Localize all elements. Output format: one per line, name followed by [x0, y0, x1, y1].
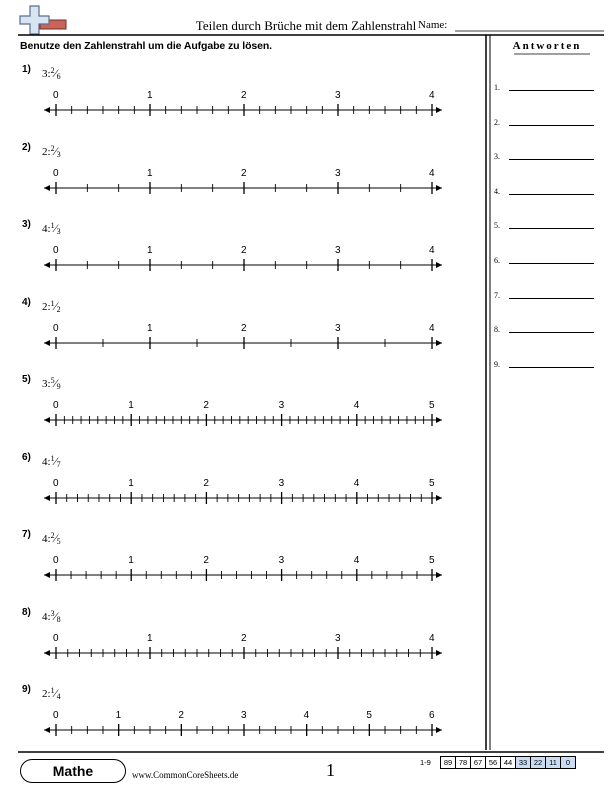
fraction-denominator: 8 — [56, 614, 61, 624]
answer-label: 4. — [494, 186, 500, 196]
fraction-slash: ⁄ — [54, 66, 57, 80]
tick-label: 3 — [278, 477, 285, 489]
tick-label: 1 — [147, 245, 153, 256]
dividend: 3: — [42, 68, 51, 80]
dividend: 4: — [42, 533, 51, 545]
fraction-numerator: 1 — [50, 686, 55, 695]
fraction-slash: ⁄ — [54, 531, 57, 545]
tick-label: 0 — [53, 322, 59, 334]
mathe-logo: Mathe — [20, 759, 126, 783]
problem-number: 8) — [22, 606, 31, 618]
tick-label: 0 — [53, 400, 59, 411]
answer-line[interactable] — [509, 125, 594, 126]
tick-label: 0 — [53, 167, 59, 179]
answer-line[interactable] — [509, 90, 594, 91]
dividend: 4: — [42, 455, 51, 468]
fraction-slash: ⁄ — [54, 453, 57, 468]
score-cell: 44 — [501, 757, 516, 769]
fraction-slash: ⁄ — [54, 221, 57, 235]
answer-label: 3. — [494, 152, 500, 162]
tick-label: 0 — [53, 632, 59, 644]
tick-label: 4 — [429, 90, 435, 101]
tick-label: 2 — [178, 710, 184, 721]
tick-label: 0 — [53, 555, 59, 566]
problem-number: 9) — [22, 684, 31, 695]
tick-label: 1 — [128, 400, 134, 411]
tick-label: 2 — [203, 555, 209, 566]
tick-label: 3 — [278, 555, 285, 566]
dividend: 3: — [42, 378, 51, 390]
score-table — [440, 756, 576, 769]
tick-label: 0 — [53, 245, 59, 256]
problem-number: 1) — [22, 64, 31, 75]
score-cell: 22 — [531, 757, 546, 769]
dividend: 2: — [42, 145, 51, 158]
fraction-numerator: 2 — [50, 66, 55, 75]
tick-label: 3 — [335, 322, 341, 334]
tick-label: 2 — [241, 90, 247, 101]
tick-label: 1 — [147, 167, 153, 179]
answer-label: 5. — [494, 221, 500, 231]
fraction-denominator: 3 — [56, 227, 61, 236]
tick-label: 1 — [128, 555, 134, 566]
tick-label: 1 — [115, 710, 122, 721]
tick-label: 2 — [203, 400, 209, 411]
tick-label: 1 — [147, 322, 153, 334]
answer-label: 8. — [494, 325, 500, 335]
tick-label: 6 — [429, 710, 435, 721]
fraction-slash: ⁄ — [54, 376, 57, 390]
tick-label: 3 — [241, 710, 247, 721]
answers-header: Antworten — [512, 40, 582, 52]
tick-label: 2 — [241, 322, 247, 334]
tick-label: 0 — [53, 90, 59, 101]
answer-line[interactable] — [509, 263, 594, 264]
fraction-numerator: 1 — [50, 453, 55, 463]
dividend: 2: — [42, 300, 51, 313]
tick-label: 3 — [335, 90, 341, 101]
dividend: 4: — [42, 223, 51, 235]
answer-line[interactable] — [509, 228, 594, 229]
tick-label: 5 — [429, 477, 435, 489]
tick-label: 3 — [278, 400, 285, 411]
answer-label: 7. — [494, 290, 500, 300]
tick-label: 3 — [335, 167, 341, 179]
instructions: Benutze den Zahlenstrahl um die Aufgabe zu lösen. — [20, 40, 272, 52]
answer-line[interactable] — [509, 367, 594, 368]
answer-line[interactable] — [509, 159, 594, 160]
fraction-numerator: 1 — [50, 298, 55, 308]
problem-number: 7) — [22, 529, 31, 540]
problem-number: 5) — [22, 374, 31, 385]
fraction-denominator: 3 — [56, 149, 61, 159]
score-cell: 33 — [516, 757, 531, 769]
score-cell: 56 — [486, 757, 501, 769]
answer-line[interactable] — [509, 194, 594, 195]
tick-label: 4 — [429, 167, 435, 179]
score-cell: 11 — [546, 757, 561, 769]
tick-label: 0 — [53, 477, 59, 489]
score-cell: 0 — [561, 757, 576, 769]
answer-label: 1. — [494, 83, 500, 92]
name-label: Name: — [418, 19, 448, 31]
tick-label: 1 — [147, 90, 153, 101]
fraction-denominator: 4 — [56, 692, 61, 701]
fraction-denominator: 7 — [56, 459, 61, 469]
tick-label: 4 — [353, 477, 360, 489]
footer-url: www.CommonCoreSheets.de — [132, 770, 239, 780]
tick-label: 5 — [429, 555, 435, 566]
tick-label: 2 — [241, 245, 247, 256]
fraction-denominator: 5 — [56, 537, 61, 546]
fraction-numerator: 2 — [50, 531, 55, 540]
dividend: 4: — [42, 610, 51, 623]
fraction-slash: ⁄ — [54, 298, 57, 313]
fraction-numerator: 3 — [50, 608, 55, 618]
answer-line[interactable] — [509, 332, 594, 333]
tick-label: 2 — [241, 632, 247, 644]
page-number: 1 — [326, 760, 335, 780]
tick-label: 2 — [203, 477, 209, 489]
dividend: 2: — [42, 688, 51, 700]
answer-label: 2. — [494, 117, 500, 127]
tick-label: 4 — [353, 555, 360, 566]
score-cell: 78 — [456, 757, 471, 769]
tick-label: 0 — [53, 710, 59, 721]
tick-label: 3 — [335, 245, 341, 256]
fraction-denominator: 9 — [56, 382, 61, 391]
score-range: 1-9 — [420, 758, 431, 767]
fraction-slash: ⁄ — [54, 143, 57, 158]
tick-label: 5 — [366, 710, 372, 721]
tick-label: 4 — [303, 710, 310, 721]
fraction-numerator: 2 — [50, 143, 55, 153]
tick-label: 3 — [335, 632, 341, 644]
tick-label: 1 — [128, 477, 134, 489]
score-cell: 89 — [441, 757, 456, 769]
answer-line[interactable] — [509, 298, 594, 299]
problem-number: 2) — [22, 141, 31, 153]
score-cell: 67 — [471, 757, 486, 769]
fraction-slash: ⁄ — [54, 686, 57, 700]
problem-number: 6) — [22, 451, 31, 463]
tick-label: 4 — [353, 400, 360, 411]
answer-label: 9. — [494, 359, 500, 369]
tick-label: 4 — [429, 322, 435, 334]
tick-label: 1 — [147, 632, 153, 644]
fraction-denominator: 6 — [56, 72, 61, 81]
tick-label: 5 — [429, 400, 435, 411]
fraction-denominator: 2 — [56, 304, 61, 314]
answer-label: 6. — [494, 256, 500, 265]
tick-label: 4 — [429, 245, 435, 256]
problem-number: 4) — [22, 296, 31, 308]
tick-label: 4 — [429, 632, 435, 644]
fraction-numerator: 1 — [50, 221, 55, 230]
fraction-numerator: 5 — [50, 376, 55, 385]
problem-number: 3) — [22, 219, 31, 230]
tick-label: 2 — [241, 167, 247, 179]
fraction-slash: ⁄ — [54, 608, 57, 623]
page-title: Teilen durch Brüche mit dem Zahlenstrahl — [195, 18, 417, 33]
